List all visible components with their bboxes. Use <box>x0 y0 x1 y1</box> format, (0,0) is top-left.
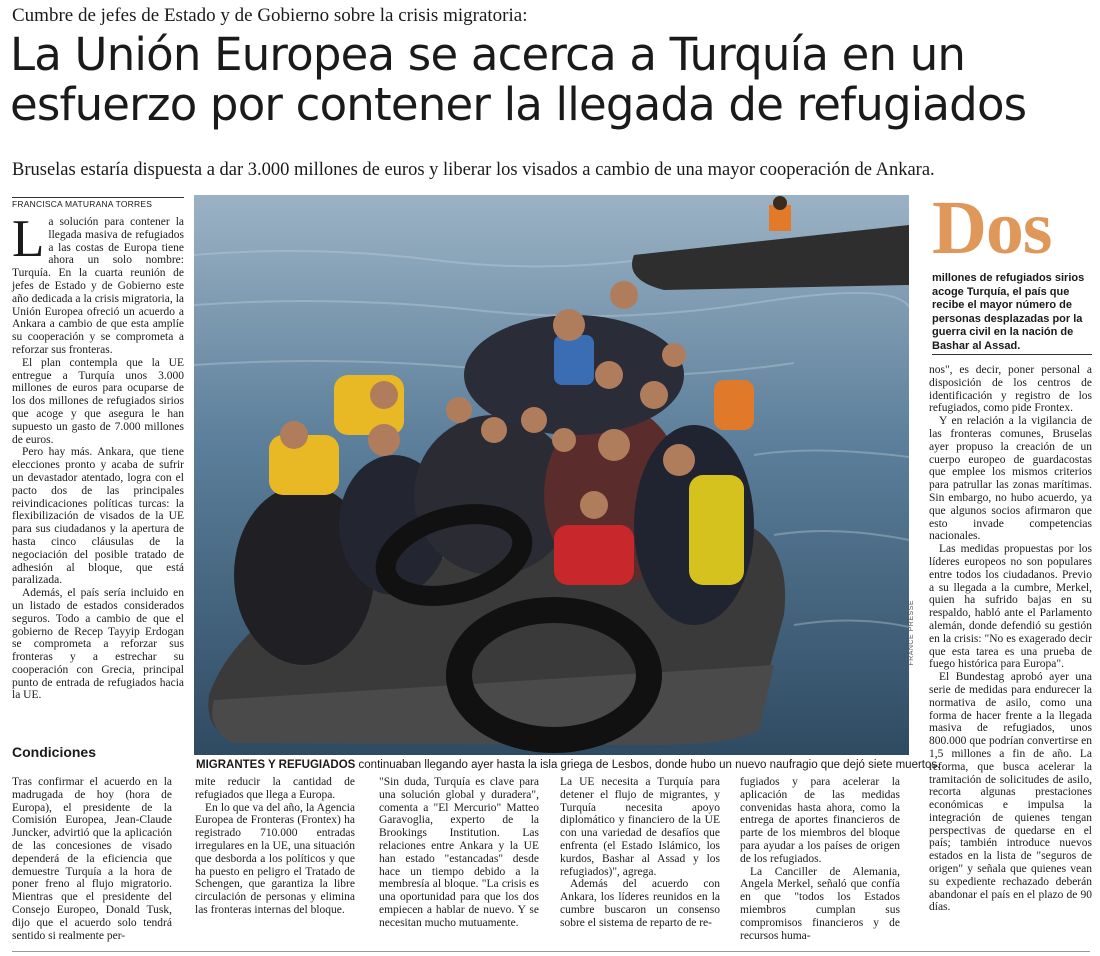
right-column <box>929 364 1092 914</box>
paragraph: fugiados y para acelerar la aplicación de las medidas convenidas hasta ahora, como la entrega de aportes financieros de parte de los miembros del bloque para ayudar a los países de origen de los refugiados. <box>740 776 900 865</box>
dropcap: L <box>12 210 45 268</box>
bottom-column-1 <box>12 776 172 942</box>
news-photo <box>194 195 909 755</box>
paragraph: Pero hay más. Ankara, que tiene elecciones pronto y acaba de sufrir un devastador atentado, logra con el pacto dos de las principales reivindicaciones políticas turcas: la flexibilización de visados de la UE para sus ciudadanos y la apertura de hasta cinco cláusulas de la negociación del posible tratado de adhesión al bloque, que está paralizada. <box>12 446 184 587</box>
article-subhead: Bruselas estaría dispuesta a dar 3.000 millones de euros y liberar los visados a cambio de una mayor cooperación de Ankara. <box>12 160 935 180</box>
paragraph: Y en relación a la vigilancia de las fronteras comunes, Bruselas ayer propuso la creación de un cuerpo europeo de guardacostas que emplee los mismos criterios para patrullar las zonas marítimas. Sin embargo, no hubo acuerdo, ya que algunos socios afirmaron que esto invade competencias nacionales. <box>929 415 1092 543</box>
paragraph: Además del acuerdo con Ankara, los líderes reunidos en la cumbre buscaron un consenso sobre el sistema de reparto de re- <box>560 878 720 929</box>
page-bottom-rule <box>12 951 1090 952</box>
article-headline: La Unión Europea se acerca a Turquía en un esfuerzo por contener la llegada de refugiados <box>10 28 1027 131</box>
bottom-column-4 <box>560 776 720 930</box>
paragraph: Tras confirmar el acuerdo en la madrugada de hoy (hora de Europa), el presidente de la Comisión Europea, Jean-Claude Juncker, advirtió que la aplicación de las concesiones de visado dependerá de la eficiencia que demuestre Turquía a la hora de poner freno al flujo migratorio. Mientras que el presidente del Consejo Europeo, Donald Tusk, dijo que el acuerdo solo tendrá sentido si realmente per- <box>12 776 172 942</box>
paragraph: "Sin duda, Turquía es clave para una solución global y duradera", comenta a "El Mercurio" Matteo Garavoglia, experto de la Brookings Institution. Las relaciones entre Ankara y la UE han estado "estancadas" desde hace un tiempo debido a la membresía al bloque. "La crisis es una oportunidad para que los dos empiecen a hablar de nuevo. Y se necesitan mucho mutuamente. <box>379 776 539 929</box>
paragraph: Las medidas propuestas por los líderes europeos no son populares entre todos los ciudadanos. Previo a su llegada a la cumbre, Merkel, quien ha sufrido bajas en su respaldo, habló ante el Parlamento alemán, donde defendió su gestión en la crisis: "No es exagerado decir que esta tarea es una prueba de fuego histórica para Europa". <box>929 543 1092 671</box>
bottom-column-3 <box>379 776 539 930</box>
highlight-number: Dos <box>932 186 1052 270</box>
bottom-column-2 <box>195 776 355 917</box>
caption-text: continuaban llegando ayer hasta la isla griega de Lesbos, donde hubo un nuevo naufragio que dejó siete muertos. <box>355 759 941 771</box>
paragraph: Además, el país sería incluido en un listado de estados considerados seguros. Todo a cambio de que el gobierno de Recep Tayyip Erdogan se comprometa a reforzar sus fronteras y a estrechar su cooperación con Grecia, principal punto de entrada de refugiados hacia la UE. <box>12 587 184 702</box>
paragraph: nos", es decir, poner personal a disposición de los centros de identificación y registro de los refugiados, como pide Frontex. <box>929 364 1092 415</box>
photo-credit: FRANCE PRESSE <box>908 600 915 666</box>
article-kicker: Cumbre de jefes de Estado y de Gobierno sobre la crisis migratoria: <box>12 5 528 26</box>
paragraph: El Bundestag aprobó ayer una serie de medidas para endurecer la normativa de asilo, como una forma de hacer frente a la llegada masiva de refugiados, unos 800.000 que podrían convertirse en 1,5 millones a fin de año. La reforma, que busca acelerar la tramitación de solicitudes de asilo, recorta algunas prestaciones económicas e impulsa la integración de quienes tengan perspectivas de quedarse en el país; también introduce nuevos estados en la lista de "seguros de origen" y señala que quienes vean su expediente rechazado deberán abandonar el país en el plazo de 90 días. <box>929 671 1092 914</box>
photo-caption <box>196 758 941 772</box>
paragraph: a solución para contener la llegada masiva de refugiados a las costas de Europa tiene ahora un solo nombre: Turquía. En la cuarta reunión de jefes de Estado y de Gobierno este año dedicada a la crisis migratoria, la Unión Europea ofreció un acuerdo a Ankara a cambio de que esta amplíe su cooperación y se comprometa a reforzar sus fronteras. <box>12 216 184 356</box>
paragraph: mite reducir la cantidad de refugiados que llega a Europa. <box>195 776 355 801</box>
paragraph: El plan contempla que la UE entregue a Turquía unos 3.000 millones de euros para ocuparse de los dos millones de refugiados sirios que acoge y que asegura le han supuesto un gasto de 7.000 millones de euros. <box>12 356 184 446</box>
paragraph: La Canciller de Alemania, Angela Merkel, señaló que confía en que "todos los Estados miembros cumplan sus compromisos financieros y de recursos huma- <box>740 865 900 942</box>
paragraph: La UE necesita a Turquía para detener el flujo de migrantes, y Turquía necesita apoyo diplomático y financiero de la UE con una variedad de desafíos que enfrenta (el Estado Islámico, los kurdos, Bashar al Assad y los refugiados)", agrega. <box>560 776 720 878</box>
paragraph: En lo que va del año, la Agencia Europea de Fronteras (Frontex) ha registrado 710.000 entradas irregulares en la UE, una situación que desborda a los políticos y que ha puesto en peligro el Tratado de Schengen, que garantiza la libre circulación de personas y elimina las fronteras internas del bloque. <box>195 801 355 916</box>
highlight-divider <box>932 354 1092 355</box>
section-heading: Condiciones <box>12 744 97 760</box>
left-column <box>12 210 184 702</box>
caption-lead: MIGRANTES Y REFUGIADOS <box>196 759 356 771</box>
bottom-column-5 <box>740 776 900 942</box>
byline: FRANCISCA MATURANA TORRES <box>12 197 184 209</box>
highlight-text: millones de refugiados sirios acoge Turquía, el país que recibe el mayor número de personas desplazadas por la guerra civil en la nación de Bashar al Assad. <box>932 272 1085 352</box>
